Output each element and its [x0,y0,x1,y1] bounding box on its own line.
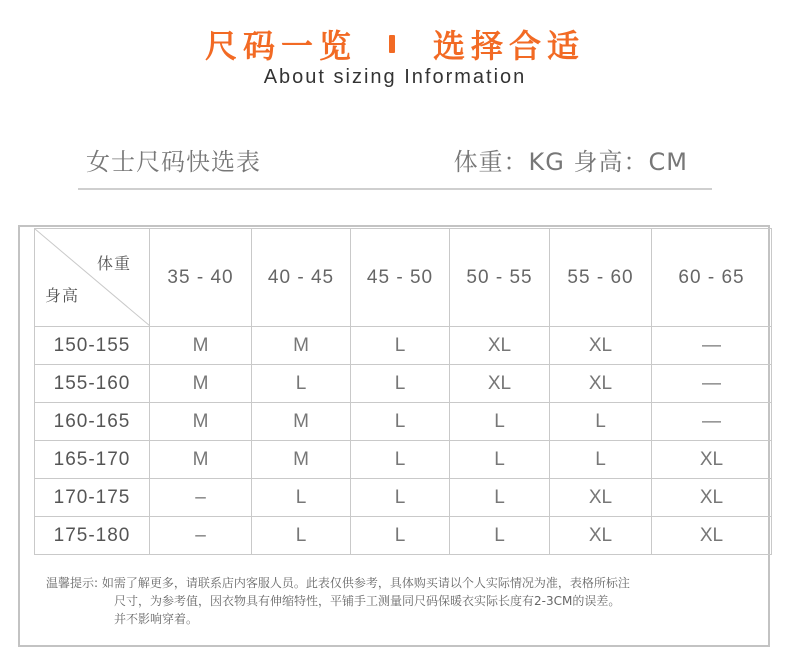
size-cell: L [550,441,652,479]
size-cell: M [252,403,351,441]
height-label: 身高 [45,288,80,305]
notes-line-3: 并不影响穿着。 [114,612,199,626]
size-cell: L [351,327,450,365]
size-cell: L [550,403,652,441]
table-header-row [35,229,772,327]
heading-divider [78,188,712,190]
size-cell: — [652,365,772,403]
size-cell: XL [550,365,652,403]
size-cell: L [252,479,351,517]
size-cell: L [450,479,550,517]
size-cell: L [351,441,450,479]
size-cell: L [450,517,550,555]
size-cell: XL [450,327,550,365]
size-cell: XL [652,517,772,555]
size-cell: XL [550,479,652,517]
row-height: 150-155 [35,327,150,365]
size-cell: – [150,479,252,517]
notes-line-2: 尺寸，为参考值，因衣物具有伸缩特性，平铺手工测量同尺码保暖衣实际长度有2-3CM的误差。 [114,594,621,608]
notes-line-1: 如需了解更多，请联系店内客服人员。此表仅供参考，具体购买请以个人实际情况为准，表格所标注 [101,576,630,590]
row-height: 175-180 [35,517,150,555]
table-row [35,365,772,403]
table-row [35,517,772,555]
row-height: 155-160 [35,365,150,403]
table-row [35,403,772,441]
size-cell: L [252,517,351,555]
column-header: 45 - 50 [351,229,450,327]
size-cell: M [150,365,252,403]
size-cell: M [252,441,351,479]
title-right: 选择合适 [433,27,586,65]
size-cell: L [351,403,450,441]
table-row [35,479,772,517]
column-header: 50 - 55 [450,229,550,327]
size-cell: M [150,403,252,441]
size-cell: XL [550,327,652,365]
size-cell: — [652,327,772,365]
corner-cell [35,229,150,327]
column-header: 35 - 40 [150,229,252,327]
column-header: 40 - 45 [252,229,351,327]
size-cell: M [150,441,252,479]
size-cell: L [450,441,550,479]
size-cell: M [252,327,351,365]
table-row [35,441,772,479]
row-height: 160-165 [35,403,150,441]
size-cell: L [252,365,351,403]
size-cell: – [150,517,252,555]
page-header [0,22,790,66]
notes-label: 温馨提示: [46,576,99,590]
row-height: 165-170 [35,441,150,479]
size-cell: — [652,403,772,441]
size-cell: XL [652,441,772,479]
unit-note: 体重：KG 身高：CM [453,148,688,176]
size-table [34,228,772,555]
size-cell: L [351,479,450,517]
size-cell: L [351,365,450,403]
size-cell: L [450,403,550,441]
size-cell: L [351,517,450,555]
table-row [35,327,772,365]
size-cell: XL [550,517,652,555]
size-cell: XL [652,479,772,517]
size-cell: M [150,327,252,365]
title-separator [389,35,395,53]
page-subtitle: About sizing Information [263,66,527,88]
column-header: 60 - 65 [652,229,772,327]
diagonal-line [35,229,150,326]
title-left: 尺码一览 [204,27,357,65]
table-heading: 女士尺码快选表 [86,148,261,176]
size-notes [46,574,746,628]
size-cell: XL [450,365,550,403]
column-header: 55 - 60 [550,229,652,327]
weight-label: 体重 [96,256,131,273]
row-height: 170-175 [35,479,150,517]
